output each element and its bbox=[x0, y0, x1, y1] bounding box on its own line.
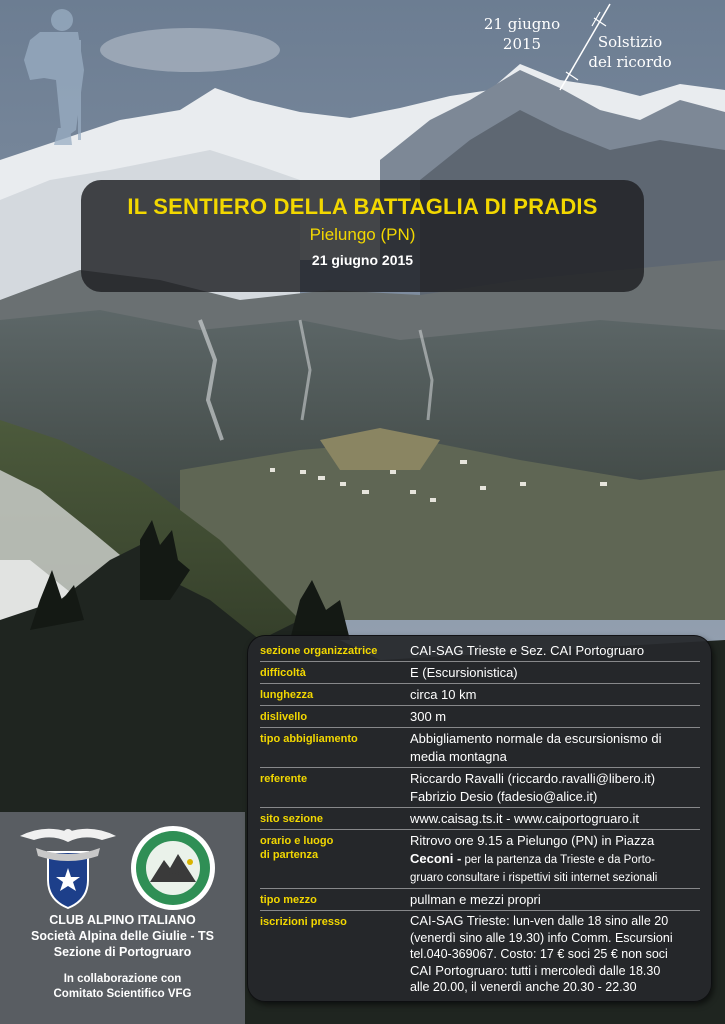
website-links[interactable]: www.caisag.ts.it - www.caiportogruaro.it bbox=[410, 811, 640, 826]
info-row-lunghezza bbox=[260, 684, 700, 706]
info-row-referente bbox=[260, 768, 700, 808]
info-value-line bbox=[410, 850, 700, 869]
info-value-line: media montagna bbox=[410, 749, 507, 764]
info-value bbox=[410, 730, 700, 766]
header-date bbox=[470, 14, 574, 54]
info-value: 300 m bbox=[410, 709, 447, 724]
title-box bbox=[81, 180, 644, 292]
info-value: E (Escursionistica) bbox=[410, 665, 518, 680]
info-value-line: Ritrovo ore 9.15 a Pielungo (PN) in Piazza bbox=[410, 833, 655, 848]
info-label: referente bbox=[260, 773, 308, 785]
info-value-line bbox=[410, 963, 700, 980]
info-value: CAI-SAG Trieste e Sez. CAI Portogruaro bbox=[410, 643, 645, 658]
info-value-text: lun-ven dalle 18 sino alle 20 bbox=[509, 914, 669, 928]
collaboration-line1: In collaborazione con bbox=[63, 973, 182, 985]
event-location: Pielungo (PN) bbox=[309, 225, 416, 244]
info-label: iscrizioni presso bbox=[260, 916, 347, 928]
info-label-line: orario e luogo bbox=[260, 835, 334, 847]
info-label: tipo abbigliamento bbox=[260, 733, 358, 745]
header-solstice bbox=[568, 32, 692, 72]
signup-portogruaro: CAI Portogruaro bbox=[410, 962, 504, 978]
info-row-sito bbox=[260, 808, 700, 830]
event-date: 21 giugno 2015 bbox=[311, 252, 414, 268]
collaboration-line2: Comitato Scientifico VFG bbox=[53, 988, 192, 1000]
info-label: lunghezza bbox=[260, 689, 314, 701]
header-solstice-line2: del ricordo bbox=[588, 53, 672, 71]
info-row-mezzo bbox=[260, 889, 700, 911]
organizer-name bbox=[0, 912, 245, 960]
info-row-difficolta bbox=[260, 662, 700, 684]
info-row-abbigliamento bbox=[260, 728, 700, 768]
info-value-line: gruaro consultare i rispettivi siti internet sezionali bbox=[410, 872, 658, 884]
info-row-dislivello bbox=[260, 706, 700, 728]
info-value: pullman e mezzi propri bbox=[410, 892, 541, 907]
info-value-line bbox=[410, 913, 700, 930]
organizer-line3: Sezione di Portogruaro bbox=[53, 945, 192, 959]
cai-logo-icon bbox=[20, 829, 116, 908]
info-value-text: : tutti i mercoledì dalle 18.30 bbox=[503, 963, 661, 978]
info-label: sito sezione bbox=[260, 813, 323, 825]
meeting-place: Ceconi - bbox=[410, 851, 462, 866]
event-title: IL SENTIERO DELLA BATTAGLIA DI PRADIS bbox=[127, 194, 598, 219]
info-value-line: Abbigliamento normale da escursionismo di bbox=[410, 731, 662, 746]
header-solstice-line1: Solstizio bbox=[597, 33, 663, 51]
info-label: difficoltà bbox=[260, 667, 306, 679]
info-row-sezione bbox=[260, 640, 700, 662]
info-row-orario bbox=[260, 830, 700, 889]
info-value-line: alle 20.00, il venerdì anche 20.30 - 22.30 bbox=[410, 980, 637, 994]
info-label-line: di partenza bbox=[260, 849, 319, 861]
header-date-year: 2015 bbox=[502, 35, 542, 53]
info-value: circa 10 km bbox=[410, 687, 477, 702]
organizer-line1: CLUB ALPINO ITALIANO bbox=[49, 913, 196, 927]
logos-area bbox=[18, 822, 233, 912]
info-label bbox=[260, 832, 410, 887]
collaboration-note bbox=[0, 972, 245, 1002]
referent-2: Fabrizio Desio (fadesio@alice.it) bbox=[410, 789, 598, 804]
info-table bbox=[260, 640, 700, 997]
info-value-text: per la partenza da Trieste e da Porto- bbox=[461, 854, 655, 866]
info-value bbox=[410, 913, 700, 996]
info-label: sezione organizzatrice bbox=[260, 645, 378, 657]
info-box bbox=[247, 635, 712, 1002]
comitato-scientifico-logo-icon bbox=[131, 826, 215, 910]
header-date-day: 21 giugno bbox=[483, 15, 561, 33]
info-value-line: (venerdì sino alle 19.30) info Comm. Escursioni bbox=[410, 930, 673, 945]
info-row-iscrizioni bbox=[260, 911, 700, 997]
signup-trieste: CAI-SAG Trieste: bbox=[410, 913, 510, 928]
info-value-line: tel.040-369067. Costo: 17 € soci 25 € non soci bbox=[410, 947, 668, 961]
info-label: tipo mezzo bbox=[260, 894, 317, 906]
referent-1: Riccardo Ravalli (riccardo.ravalli@libero.it) bbox=[410, 771, 656, 786]
info-value bbox=[410, 770, 700, 806]
organizer-line2: Società Alpina delle Giulie - TS bbox=[31, 929, 214, 943]
info-label: dislivello bbox=[260, 711, 308, 723]
info-value bbox=[410, 832, 700, 887]
